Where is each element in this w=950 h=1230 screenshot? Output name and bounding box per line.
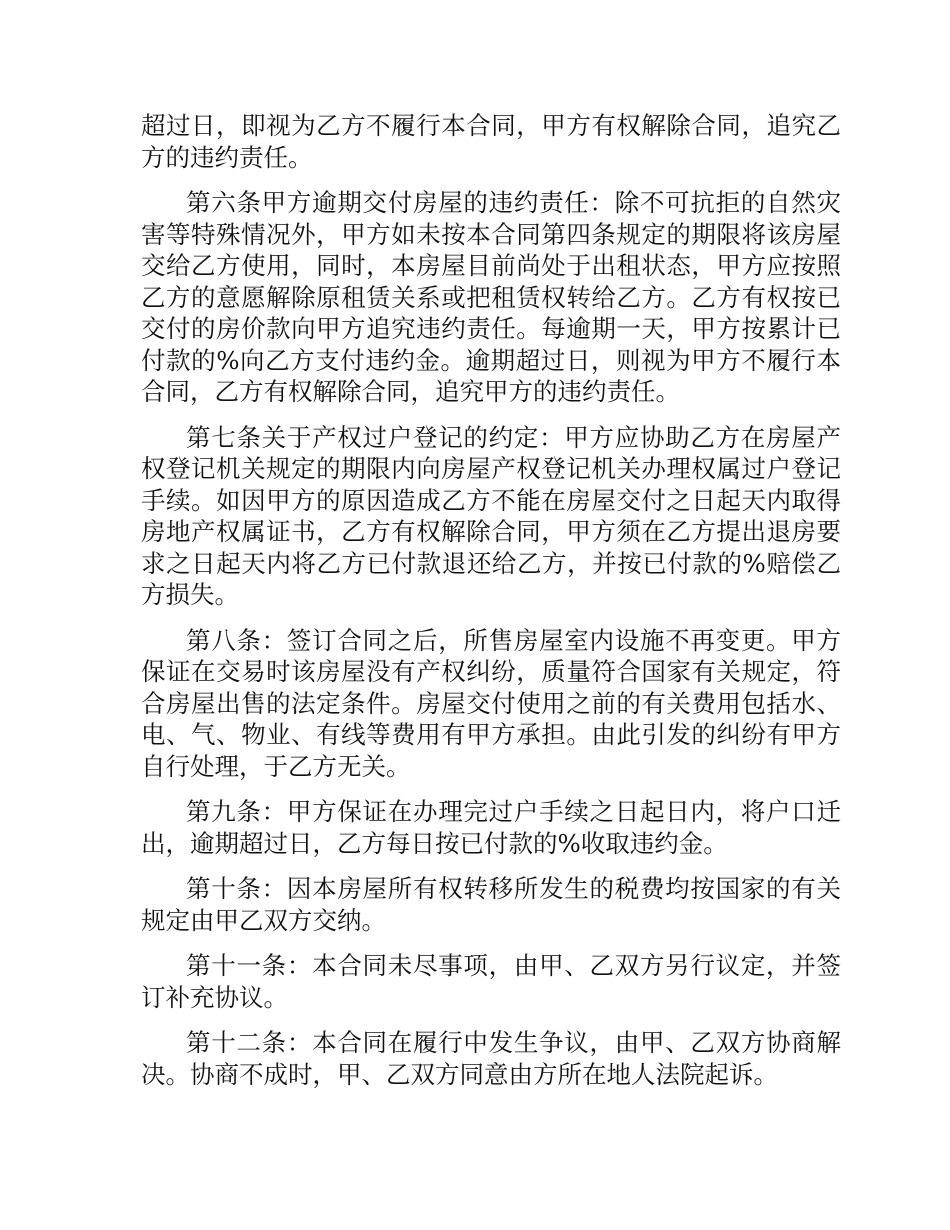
paragraph-clause-8: 第八条：签订合同之后，所售房屋室内设施不再变更。甲方保证在交易时该房屋没有产权纠纷，质量符合国家有关规定，符合房屋出售的法定条件。房屋交付使用之前的有关费用包括水、电、气、物业、有线等费用有甲方承担。由此引发的纠纷有甲方自行处理，于乙方无关。 [141,625,841,781]
paragraph-clause-12: 第十二条：本合同在履行中发生争议，由甲、乙双方协商解决。协商不成时，甲、乙双方同意由方所在地人法院起诉。 [141,1028,841,1089]
paragraph-clause-9: 第九条：甲方保证在办理完过户手续之日起日内，将户口迁出，逾期超过日，乙方每日按已付款的%收取违约金。 [141,797,841,858]
paragraph-clause-10: 第十条：因本房屋所有权转移所发生的税费均按国家的有关规定由甲乙双方交纳。 [141,874,841,935]
paragraph-clause-6: 第六条甲方逾期交付房屋的违约责任：除不可抗拒的自然灾害等特殊情况外，甲方如未按本合同第四条规定的期限将该房屋交给乙方使用，同时，本房屋目前尚处于出租状态，甲方应按照乙方的意愿解除原租赁关系或把租赁权转给乙方。乙方有权按已交付的房价款向甲方追究违约责任。每逾期一天，甲方按累计已付款的%向乙方支付违约金。逾期超过日，则视为甲方不履行本合同，乙方有权解除合同，追究甲方的违约责任。 [141,188,841,406]
paragraph-clause-7: 第七条关于产权过户登记的约定：甲方应协助乙方在房屋产权登记机关规定的期限内向房屋产权登记机关办理权属过户登记手续。如因甲方的原因造成乙方不能在房屋交付之日起天内取得房地产权属证书，乙方有权解除合同，甲方须在乙方提出退房要求之日起天内将乙方已付款退还给乙方，并按已付款的%赔偿乙方损失。 [141,422,841,609]
paragraph-clause-5-continued: 超过日，即视为乙方不履行本合同，甲方有权解除合同，追究乙方的违约责任。 [141,111,841,172]
paragraph-clause-11: 第十一条：本合同未尽事项，由甲、乙双方另行议定，并签订补充协议。 [141,951,841,1012]
document-body [141,110,841,1104]
